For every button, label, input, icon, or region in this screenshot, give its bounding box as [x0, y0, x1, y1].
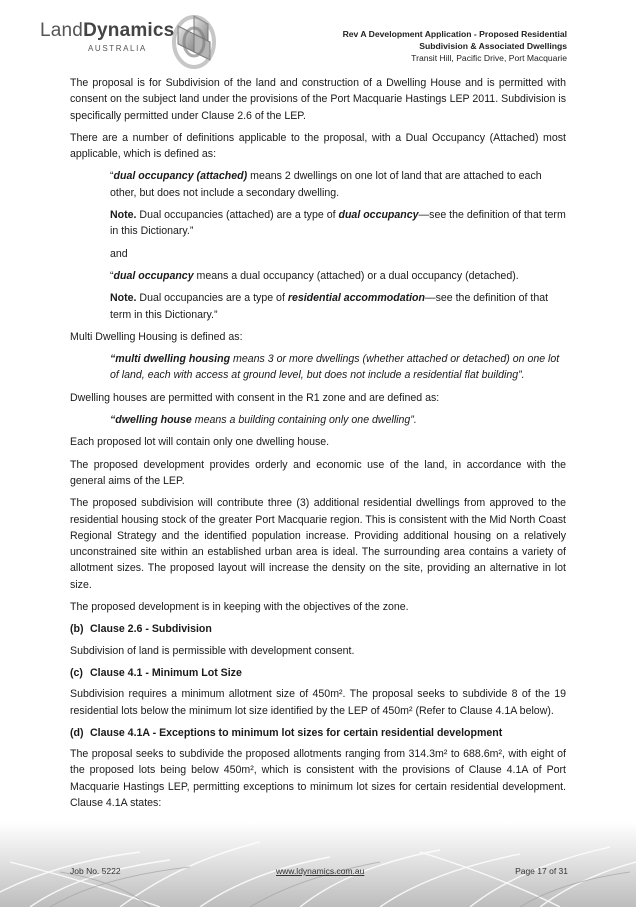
paragraph: There are a number of definitions applicable to the proposal, with a Dual Occupancy (Attached) most applicable, which is defined as: [70, 131, 566, 161]
company-website-link[interactable]: www.ldynamics.com.au [276, 866, 365, 876]
definition-quote: “dual occupancy (attached) means 2 dwellings on one lot of land that are attached to each other, but does not include a secondary dwelling. [110, 170, 542, 199]
document-body [70, 75, 566, 817]
paragraph: The proposal seeks to subdivide the proposed allotments ranging from 314.3m² to 688.6m², with eight of the proposed lots being below 450m², which is consistent with the provisions of Clause 4.1A of Port Macquarie Hastings LEP, permitting exceptions to minimum lot sizes for certain residential development. Clause 4.1A states: [70, 748, 566, 809]
paragraph: Subdivision requires a minimum allotment size of 450m². The proposal seeks to subdivide 8 of the 19 residential lots below the minimum lot size identified by the LEP of 450m² (Refer to Clause 4.1A below). [70, 688, 566, 717]
definition-quote: “multi dwelling housing means 3 or more dwellings (whether attached or detached) on one lot of land, each with access at ground level, but does not include a residential flat building”. [110, 353, 560, 382]
page-number: Page 17 of 31 [515, 866, 568, 876]
footer-grass-background [0, 822, 636, 907]
header-title-line1: Rev A Development Application - Proposed Residential [342, 29, 567, 39]
logo-knot-icon [168, 12, 220, 70]
paragraph: The proposed development provides orderly and economic use of the land, in accordance with the general aims of the LEP. [70, 458, 566, 487]
section-heading-d: (d) Clause 4.1A - Exceptions to minimum lot sizes for certain residential development [70, 726, 503, 739]
definition-quote: “dwelling house means a building containing only one dwelling”. [110, 414, 417, 427]
document-header [343, 28, 567, 64]
header-location: Transit Hill, Pacific Drive, Port Macquarie [411, 53, 567, 63]
paragraph: The proposed development is in keeping with the objectives of the zone. [70, 601, 409, 614]
logo-wordmark: LandDynamics [40, 20, 175, 41]
logo-subtitle: AUSTRALIA [88, 44, 147, 53]
paragraph: Multi Dwelling Housing is defined as: [70, 330, 243, 343]
definition-note: Note. Dual occupancies are a type of residential accommodation—see the definition of that term in this Dictionary.” [110, 292, 549, 321]
paragraph: Subdivision of land is permissible with development consent. [70, 644, 355, 657]
section-heading-b: (b) Clause 2.6 - Subdivision [70, 623, 212, 636]
section-heading-c: (c) Clause 4.1 - Minimum Lot Size [70, 666, 242, 679]
paragraph: The proposal is for Subdivision of the land and construction of a Dwelling House and is permitted with consent on the subject land under the provisions of the Port Macquarie Hastings LEP 2011. Subdivision is specifically permitted under Clause 2.6 of the LEP. [70, 77, 566, 122]
header-title-line2: Subdivision & Associated Dwellings [419, 41, 567, 51]
definition-note: Note. Dual occupancies (attached) are a type of dual occupancy—see the definition of that term in this Dictionary.” [110, 209, 566, 238]
company-logo [40, 12, 230, 70]
paragraph: The proposed subdivision will contribute three (3) additional residential dwellings from approved to the residential housing stock of the greater Port Macquarie region. This is consistent with the Mid North Coast Regional Strategy and the identified population increase. Providing additional housing on a relatively unconstrained site within an established urban area is ideal. The surrounding area contains a variety of allotment sizes. The proposed layout will increase the density on the site, providing an alternative in lot size. [70, 497, 566, 591]
paragraph: Dwelling houses are permitted with consent in the R1 zone and are defined as: [70, 391, 440, 404]
job-number: Job No. 5222 [70, 866, 121, 876]
paragraph: Each proposed lot will contain only one dwelling house. [70, 436, 330, 449]
definition-quote: “dual occupancy means a dual occupancy (attached) or a dual occupancy (detached). [110, 269, 519, 282]
conjunction: and [110, 247, 128, 260]
